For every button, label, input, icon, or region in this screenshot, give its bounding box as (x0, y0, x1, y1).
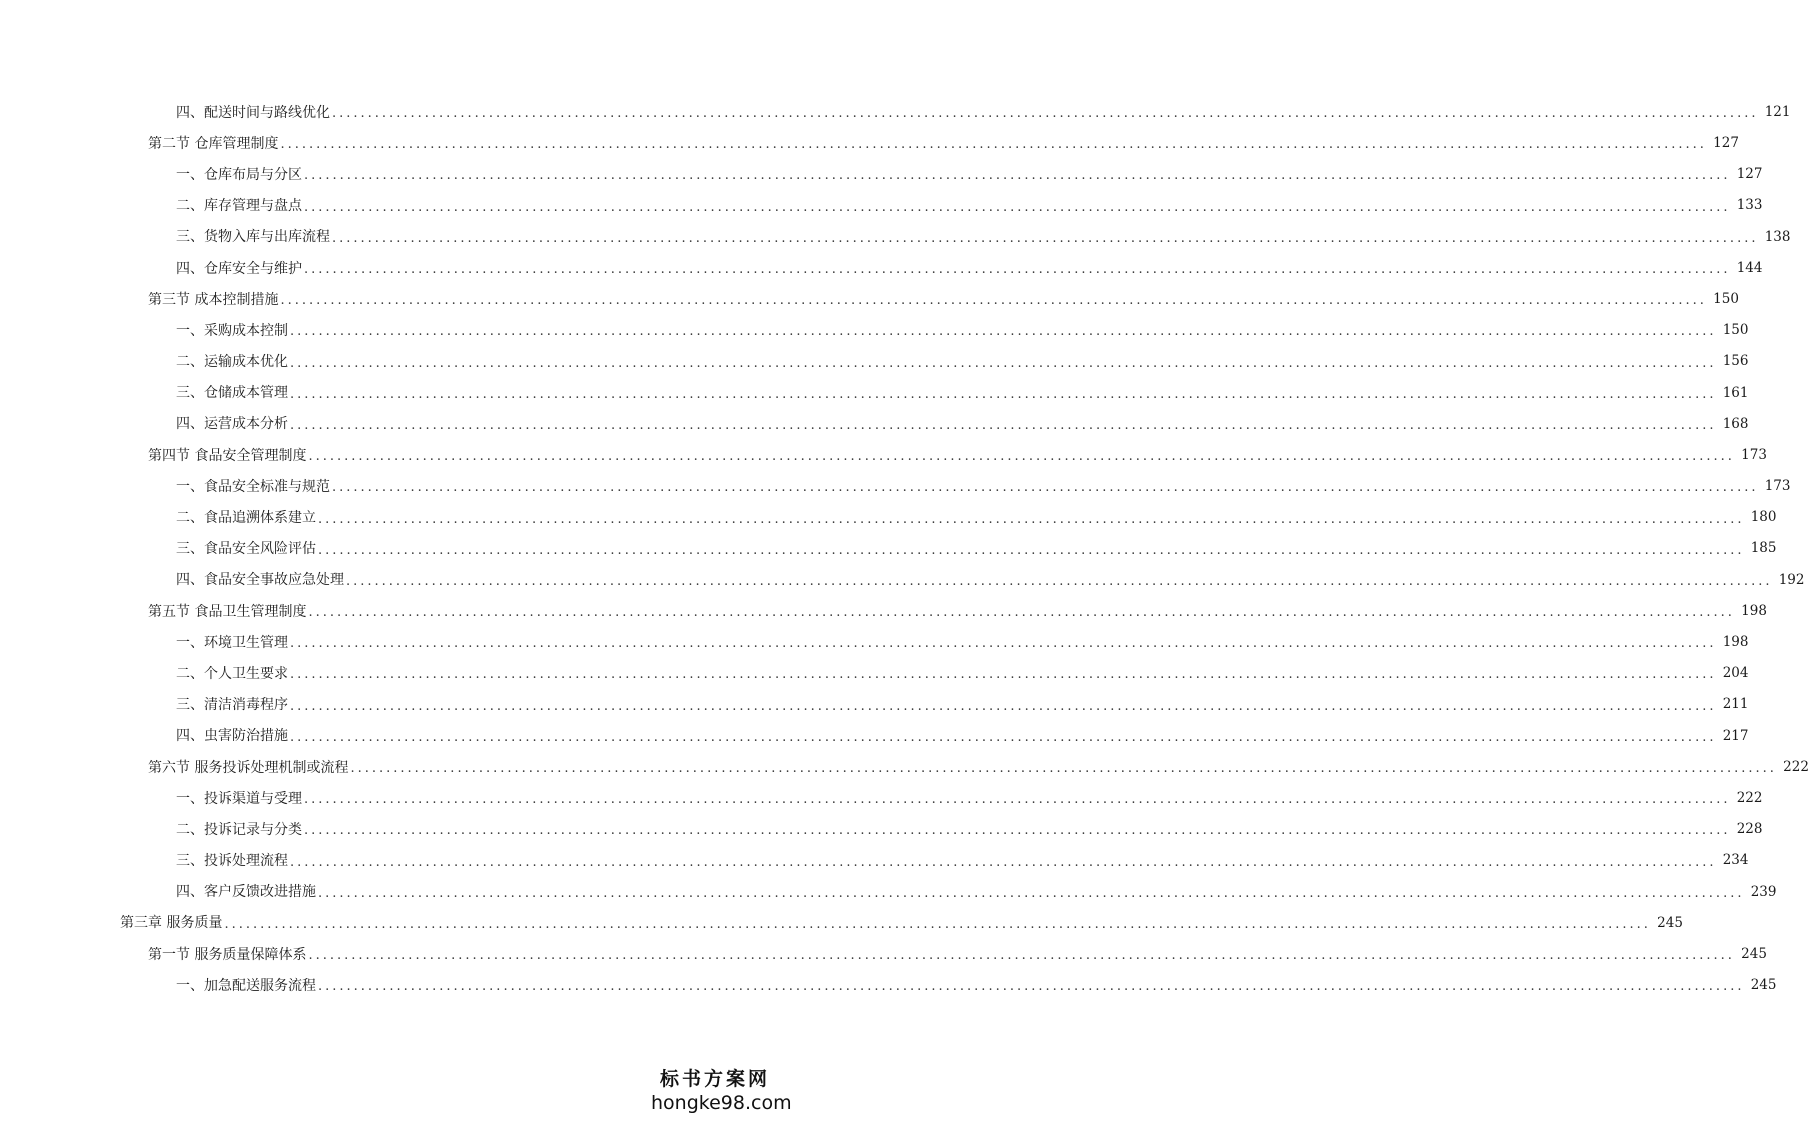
toc-entry-title: 第六节 服务投诉处理机制或流程 (148, 759, 349, 776)
watermark-logo (651, 1064, 792, 1114)
toc-entry[interactable] (0, 222, 1791, 253)
toc-entry-title: 第一节 服务质量保障体系 (148, 946, 307, 963)
toc-entry-page: 204 (1722, 665, 1749, 682)
toc-entry-page: 185 (1750, 540, 1777, 557)
toc-entry-page: 133 (1736, 197, 1763, 214)
toc-entry[interactable] (0, 97, 1791, 128)
toc-entry[interactable] (0, 471, 1791, 502)
toc-entry-page: 239 (1750, 883, 1777, 900)
toc-entry-page: 173 (1764, 478, 1791, 495)
toc-entry[interactable] (0, 939, 1767, 970)
toc-dot-leader: ........................................................................................................................................................................................................ (290, 386, 1717, 402)
toc-entry-title: 四、运营成本分析 (176, 416, 288, 433)
toc-entry-page: 222 (1736, 789, 1763, 806)
toc-entry-title: 第四节 食品安全管理制度 (148, 447, 307, 464)
toc-entry-page: 127 (1736, 166, 1763, 183)
toc-dot-leader: ........................................................................................................................................................................................................ (290, 729, 1717, 745)
toc-entry[interactable] (0, 752, 1809, 783)
toc-entry[interactable] (0, 970, 1777, 1001)
toc-entry-page: 198 (1741, 602, 1767, 619)
toc-entry-page: 156 (1722, 353, 1749, 370)
toc-dot-leader: ........................................................................................................................................................................................................ (290, 324, 1717, 340)
watermark-name: 标书方案网 (659, 1068, 770, 1090)
toc-entry[interactable] (0, 502, 1777, 533)
toc-entry-page: 161 (1722, 384, 1749, 401)
toc-entry[interactable] (0, 534, 1777, 565)
toc-entry-page: 150 (1722, 322, 1749, 339)
toc-dot-leader: ........................................................................................................................................................................................................ (304, 199, 1731, 215)
toc-dot-leader: ........................................................................................................................................................................................................ (318, 979, 1745, 995)
toc-entry[interactable] (0, 596, 1767, 627)
toc-entry-page: 192 (1778, 571, 1805, 588)
toc-entry-title: 一、仓库布局与分区 (176, 166, 302, 183)
toc-entry-title: 二、库存管理与盘点 (176, 198, 302, 215)
toc-entry-title: 二、食品追溯体系建立 (176, 510, 316, 527)
toc-entry-page: 198 (1722, 634, 1749, 651)
toc-entry-title: 第三章 服务质量 (120, 915, 223, 932)
toc-entry-page: 127 (1713, 135, 1739, 152)
toc-entry[interactable] (0, 877, 1777, 908)
table-of-contents (0, 97, 1809, 1001)
toc-entry[interactable] (0, 846, 1749, 877)
toc-entry-page: 173 (1741, 446, 1767, 463)
toc-entry-page: 217 (1722, 727, 1749, 744)
toc-dot-leader: ........................................................................................................................................................................................................ (280, 293, 1707, 309)
toc-entry-title: 第三节 成本控制措施 (148, 291, 279, 308)
toc-entry[interactable] (0, 253, 1763, 284)
toc-entry-page: 138 (1764, 228, 1791, 245)
toc-entry-title: 一、投诉渠道与受理 (176, 790, 302, 807)
toc-entry-title: 三、食品安全风险评估 (176, 541, 316, 558)
watermark-url: hongke98.com (651, 1092, 792, 1114)
toc-dot-leader: ........................................................................................................................................................................................................ (308, 605, 1735, 621)
toc-entry[interactable] (0, 378, 1749, 409)
toc-entry-title: 四、客户反馈改进措施 (176, 884, 316, 901)
toc-entry-title: 三、仓储成本管理 (176, 385, 288, 402)
toc-entry[interactable] (0, 347, 1749, 378)
toc-entry-title: 三、投诉处理流程 (176, 853, 288, 870)
toc-entry-title: 一、采购成本控制 (176, 322, 288, 339)
toc-entry-page: 234 (1722, 852, 1749, 869)
toc-entry-page: 144 (1736, 259, 1763, 276)
toc-entry-title: 第五节 食品卫生管理制度 (148, 603, 307, 620)
toc-entry[interactable] (0, 908, 1683, 939)
toc-dot-leader: ........................................................................................................................................................................................................ (346, 573, 1773, 589)
toc-entry[interactable] (0, 128, 1739, 159)
toc-entry-page: 150 (1713, 290, 1739, 307)
toc-entry[interactable] (0, 690, 1749, 721)
toc-dot-leader: ........................................................................................................................................................................................................ (290, 854, 1717, 870)
toc-dot-leader: ........................................................................................................................................................................................................ (308, 449, 1735, 465)
toc-dot-leader: ........................................................................................................................................................................................................ (304, 262, 1731, 278)
toc-entry-page: 245 (1657, 914, 1683, 931)
toc-dot-leader: ........................................................................................................................................................................................................ (318, 885, 1745, 901)
toc-dot-leader: ........................................................................................................................................................................................................ (290, 698, 1717, 714)
toc-entry[interactable] (0, 721, 1749, 752)
toc-dot-leader: ........................................................................................................................................................................................................ (304, 823, 1731, 839)
toc-dot-leader: ........................................................................................................................................................................................................ (290, 355, 1717, 371)
toc-entry[interactable] (0, 814, 1763, 845)
toc-entry[interactable] (0, 315, 1749, 346)
toc-entry-title: 一、环境卫生管理 (176, 634, 288, 651)
toc-entry-page: 211 (1722, 696, 1749, 713)
toc-dot-leader: ........................................................................................................................................................................................................ (332, 230, 1759, 246)
toc-entry[interactable] (0, 191, 1763, 222)
toc-entry[interactable] (0, 627, 1749, 658)
toc-dot-leader: ........................................................................................................................................................................................................ (308, 948, 1735, 964)
toc-dot-leader: ........................................................................................................................................................................................................ (318, 511, 1745, 527)
toc-entry-title: 一、食品安全标准与规范 (176, 478, 330, 495)
toc-dot-leader: ........................................................................................................................................................................................................ (290, 636, 1717, 652)
toc-entry[interactable] (0, 284, 1739, 315)
toc-dot-leader: ........................................................................................................................................................................................................ (318, 542, 1745, 558)
toc-entry[interactable] (0, 409, 1749, 440)
toc-entry-title: 二、运输成本优化 (176, 354, 288, 371)
toc-entry-page: 222 (1783, 758, 1809, 775)
toc-dot-leader: ........................................................................................................................................................................................................ (304, 168, 1731, 184)
toc-entry[interactable] (0, 440, 1767, 471)
toc-entry-page: 168 (1722, 415, 1749, 432)
toc-entry-title: 三、货物入库与出库流程 (176, 229, 330, 246)
toc-entry-page: 121 (1764, 103, 1791, 120)
toc-entry[interactable] (0, 658, 1749, 689)
toc-entry-title: 四、虫害防治措施 (176, 728, 288, 745)
toc-entry-page: 245 (1750, 977, 1777, 994)
toc-dot-leader: ........................................................................................................................................................................................................ (224, 916, 1651, 932)
toc-entry-title: 一、加急配送服务流程 (176, 977, 316, 994)
toc-entry-title: 二、个人卫生要求 (176, 665, 288, 682)
toc-entry-title: 三、清洁消毒程序 (176, 697, 288, 714)
toc-entry-page: 228 (1736, 821, 1763, 838)
toc-entry-page: 180 (1750, 509, 1777, 526)
toc-dot-leader: ........................................................................................................................................................................................................ (304, 792, 1731, 808)
toc-entry-page: 245 (1741, 945, 1767, 962)
toc-dot-leader: ........................................................................................................................................................................................................ (290, 667, 1717, 683)
toc-dot-leader: ........................................................................................................................................................................................................ (332, 480, 1759, 496)
toc-entry-title: 四、食品安全事故应急处理 (176, 572, 344, 589)
toc-entry[interactable] (0, 565, 1805, 596)
toc-entry[interactable] (0, 159, 1763, 190)
toc-entry-title: 第二节 仓库管理制度 (148, 135, 279, 152)
toc-dot-leader: ........................................................................................................................................................................................................ (290, 417, 1717, 433)
toc-entry-title: 四、配送时间与路线优化 (176, 104, 330, 121)
toc-entry-title: 四、仓库安全与维护 (176, 260, 302, 277)
toc-dot-leader: ........................................................................................................................................................................................................ (350, 761, 1777, 777)
toc-entry-title: 二、投诉记录与分类 (176, 821, 302, 838)
toc-entry[interactable] (0, 783, 1763, 814)
toc-dot-leader: ........................................................................................................................................................................................................ (332, 106, 1759, 122)
toc-dot-leader: ........................................................................................................................................................................................................ (280, 137, 1707, 153)
